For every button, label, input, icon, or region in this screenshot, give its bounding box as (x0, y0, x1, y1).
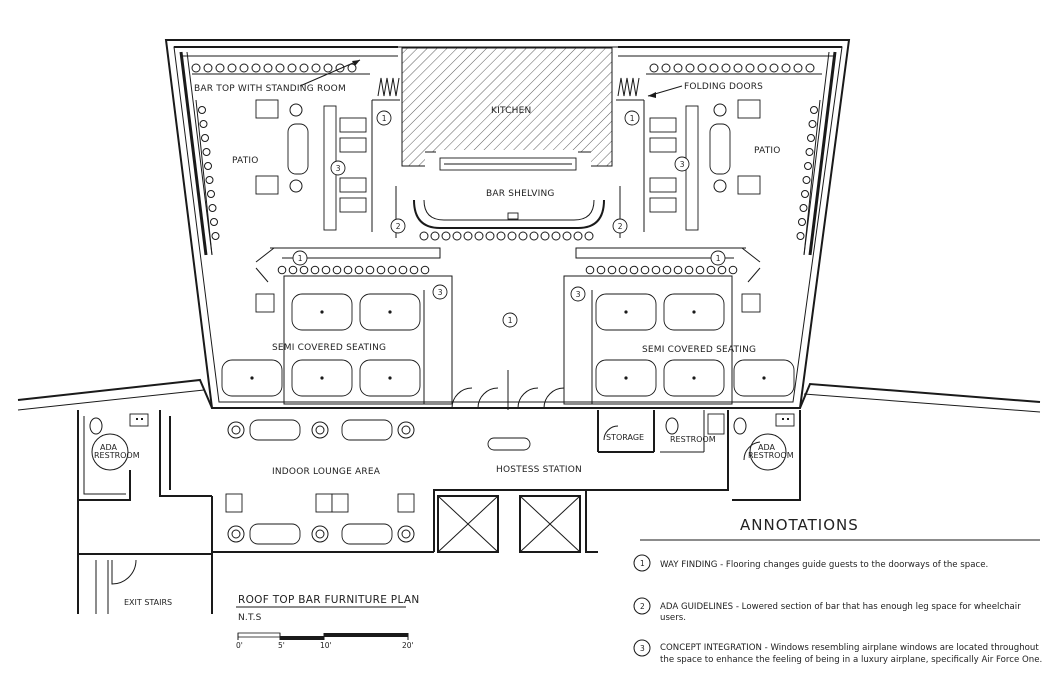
bar-stool (808, 135, 815, 142)
bar-stool (797, 233, 804, 240)
label-bar-shelving: BAR SHELVING (486, 189, 555, 199)
bar-stool (475, 232, 483, 240)
bar-stool (806, 149, 813, 156)
bar-stool (698, 64, 706, 72)
marker-number: 1 (507, 315, 513, 325)
lounge-chair (398, 494, 414, 512)
label-bar-top: BAR TOP WITH STANDING ROOM (194, 84, 346, 94)
chair (641, 266, 649, 274)
lounge-table-inner (232, 530, 240, 538)
label-storage: STORAGE (606, 433, 645, 442)
bar-stool (782, 64, 790, 72)
bar-stool (541, 232, 549, 240)
title-block (236, 594, 419, 650)
lounge-chair (226, 494, 242, 512)
table-dot (320, 376, 323, 379)
annotation-text-1: WAY FINDING - Flooring changes guide guests to the doorways of the space. (660, 560, 989, 570)
marker-number: 1 (381, 113, 387, 123)
bar-stool (519, 232, 527, 240)
label-exit-stairs: EXIT STAIRS (124, 598, 173, 607)
marker-number: 3 (575, 289, 581, 299)
chair (355, 266, 363, 274)
bar-stool (211, 219, 218, 226)
marker-number: 3 (335, 163, 341, 173)
lounge-table-inner (232, 426, 240, 434)
bar-stool (746, 64, 754, 72)
bar-stool (264, 64, 272, 72)
chair (278, 266, 286, 274)
bar-stool (453, 232, 461, 240)
table-dot (320, 310, 323, 313)
bar-stool (431, 232, 439, 240)
chair (696, 266, 704, 274)
label-ada-left-1: ADA (100, 443, 117, 452)
annotation-text-3b: the space to enhance the feeling of being in a luxury airplane, specifically Air Force One. (660, 655, 1043, 665)
bar-stool (206, 177, 213, 184)
label-hostess: HOSTESS STATION (496, 465, 582, 475)
bar-stool (809, 121, 816, 128)
lounge-sofa (250, 524, 300, 544)
label-ada-left-2: RESTROOM (94, 451, 140, 460)
bar-stool (552, 232, 560, 240)
bar-stool (530, 232, 538, 240)
lounge-sofa (250, 420, 300, 440)
chair (333, 266, 341, 274)
scale-note: N.T.S (238, 613, 262, 623)
marker-number: 1 (297, 253, 303, 263)
chair (652, 266, 660, 274)
patio-bar-left (256, 100, 366, 230)
bar-stool (486, 232, 494, 240)
chair (729, 266, 737, 274)
lounge-sofa (342, 524, 392, 544)
chair (344, 266, 352, 274)
bar-stool (300, 64, 308, 72)
chair (685, 266, 693, 274)
chair (608, 266, 616, 274)
lounge-sofa (342, 420, 392, 440)
bar-stool (734, 64, 742, 72)
table-dot (388, 310, 391, 313)
chair (630, 266, 638, 274)
bar-stool (650, 64, 658, 72)
bar-stool (794, 64, 802, 72)
bar-stool (710, 64, 718, 72)
chair (300, 266, 308, 274)
semi-seating-right (564, 248, 794, 404)
label-patio-left: PATIO (232, 156, 259, 166)
chair (421, 266, 429, 274)
chair (674, 266, 682, 274)
label-semi-right: SEMI COVERED SEATING (642, 345, 757, 355)
table-dot (692, 310, 695, 313)
lounge-table (312, 422, 328, 438)
chair (377, 266, 385, 274)
table-dot (624, 376, 627, 379)
bar-stool (336, 64, 344, 72)
chair (311, 266, 319, 274)
bar-stool (799, 219, 806, 226)
bar-stool (662, 64, 670, 72)
bar-stool (200, 121, 207, 128)
table-dot (250, 376, 253, 379)
label-patio-right: PATIO (754, 146, 781, 156)
bar-stool (212, 233, 219, 240)
bar-stool (806, 64, 814, 72)
bar-stool (205, 163, 212, 170)
marker-number: 3 (679, 159, 685, 169)
label-ada-right-1: ADA (758, 443, 775, 452)
entry-doors (452, 370, 564, 410)
label-kitchen: KITCHEN (491, 106, 532, 116)
chair (399, 266, 407, 274)
lounge-table-inner (316, 530, 324, 538)
bar-stool (208, 191, 215, 198)
chair (388, 266, 396, 274)
table-dot (388, 376, 391, 379)
chair (586, 266, 594, 274)
bar-stool (674, 64, 682, 72)
bar-stool (758, 64, 766, 72)
elevators (438, 496, 580, 552)
bar-stool (288, 64, 296, 72)
bar-stool (800, 205, 807, 212)
label-restroom: RESTROOM (670, 435, 716, 444)
table-dot (762, 376, 765, 379)
chair (663, 266, 671, 274)
label-indoor-lounge: INDOOR LOUNGE AREA (272, 467, 381, 477)
annotations-legend (634, 516, 1042, 665)
bar-stool (209, 205, 216, 212)
chair (707, 266, 715, 274)
bar-stool (276, 64, 284, 72)
annotation-number-1: 1 (640, 559, 645, 568)
marker-number: 2 (395, 221, 401, 231)
chair (322, 266, 330, 274)
bar-stool (464, 232, 472, 240)
marker-number: 1 (629, 113, 635, 123)
patio-bar-right (650, 100, 760, 230)
label-folding-doors: FOLDING DOORS (684, 82, 764, 92)
bar-stool (192, 64, 200, 72)
bar-stool (802, 191, 809, 198)
marker-number: 2 (617, 221, 623, 231)
annotation-text-2b: users. (660, 613, 686, 623)
label-semi-left: SEMI COVERED SEATING (272, 343, 387, 353)
bar-stool (805, 163, 812, 170)
lounge-table-inner (316, 426, 324, 434)
annotation-text-3a: CONCEPT INTEGRATION - Windows resembling airplane windows are located throughout (660, 643, 1039, 653)
annotation-number-3: 3 (640, 644, 645, 653)
annotation-text-2a: ADA GUIDELINES - Lowered section of bar that has enough leg space for wheelchair (660, 602, 1021, 612)
bar-stool (228, 64, 236, 72)
bar-stool (324, 64, 332, 72)
lounge-table (398, 422, 414, 438)
annotation-number-2: 2 (640, 602, 645, 611)
lounge-table-inner (402, 530, 410, 538)
chair (718, 266, 726, 274)
bar-stool (811, 107, 818, 114)
bar-stool (312, 64, 320, 72)
bar-stool (199, 107, 206, 114)
chair (289, 266, 297, 274)
chair (597, 266, 605, 274)
bar-stool (497, 232, 505, 240)
plan-title: ROOF TOP BAR FURNITURE PLAN (238, 594, 420, 606)
bar-stool (508, 232, 516, 240)
chair (366, 266, 374, 274)
bar-stool (803, 177, 810, 184)
scale-tick-0: 0' (236, 641, 243, 650)
bar-stool (574, 232, 582, 240)
marker-number: 3 (437, 287, 443, 297)
lounge-table (228, 526, 244, 542)
semi-chairs (278, 266, 737, 274)
lounge-chair (316, 494, 332, 512)
bar-stool (202, 135, 209, 142)
table-dot (692, 376, 695, 379)
lounge-chair (332, 494, 348, 512)
bar-stool (722, 64, 730, 72)
bar-stool (686, 64, 694, 72)
scale-tick-20: 20' (402, 641, 414, 650)
bar-stool (204, 64, 212, 72)
annotations-heading: ANNOTATIONS (740, 516, 859, 534)
marker-number: 1 (715, 253, 721, 263)
lounge-table (312, 526, 328, 542)
table-dot (624, 310, 627, 313)
lounge-table (398, 526, 414, 542)
lounge-table-inner (402, 426, 410, 434)
bar-stool (442, 232, 450, 240)
chair (410, 266, 418, 274)
bar-stool (563, 232, 571, 240)
bar-stool (240, 64, 248, 72)
bar-stool (770, 64, 778, 72)
bar-stool (420, 232, 428, 240)
chair (619, 266, 627, 274)
lounge-furniture (226, 420, 414, 544)
bar-stool (585, 232, 593, 240)
scale-bar (238, 633, 408, 640)
bar-stool (216, 64, 224, 72)
lounge-table (228, 422, 244, 438)
bar-stool (203, 149, 210, 156)
label-ada-right-2: RESTROOM (748, 451, 794, 460)
scale-tick-5: 5' (278, 641, 285, 650)
scale-tick-10: 10' (320, 641, 332, 650)
bar-stool (252, 64, 260, 72)
